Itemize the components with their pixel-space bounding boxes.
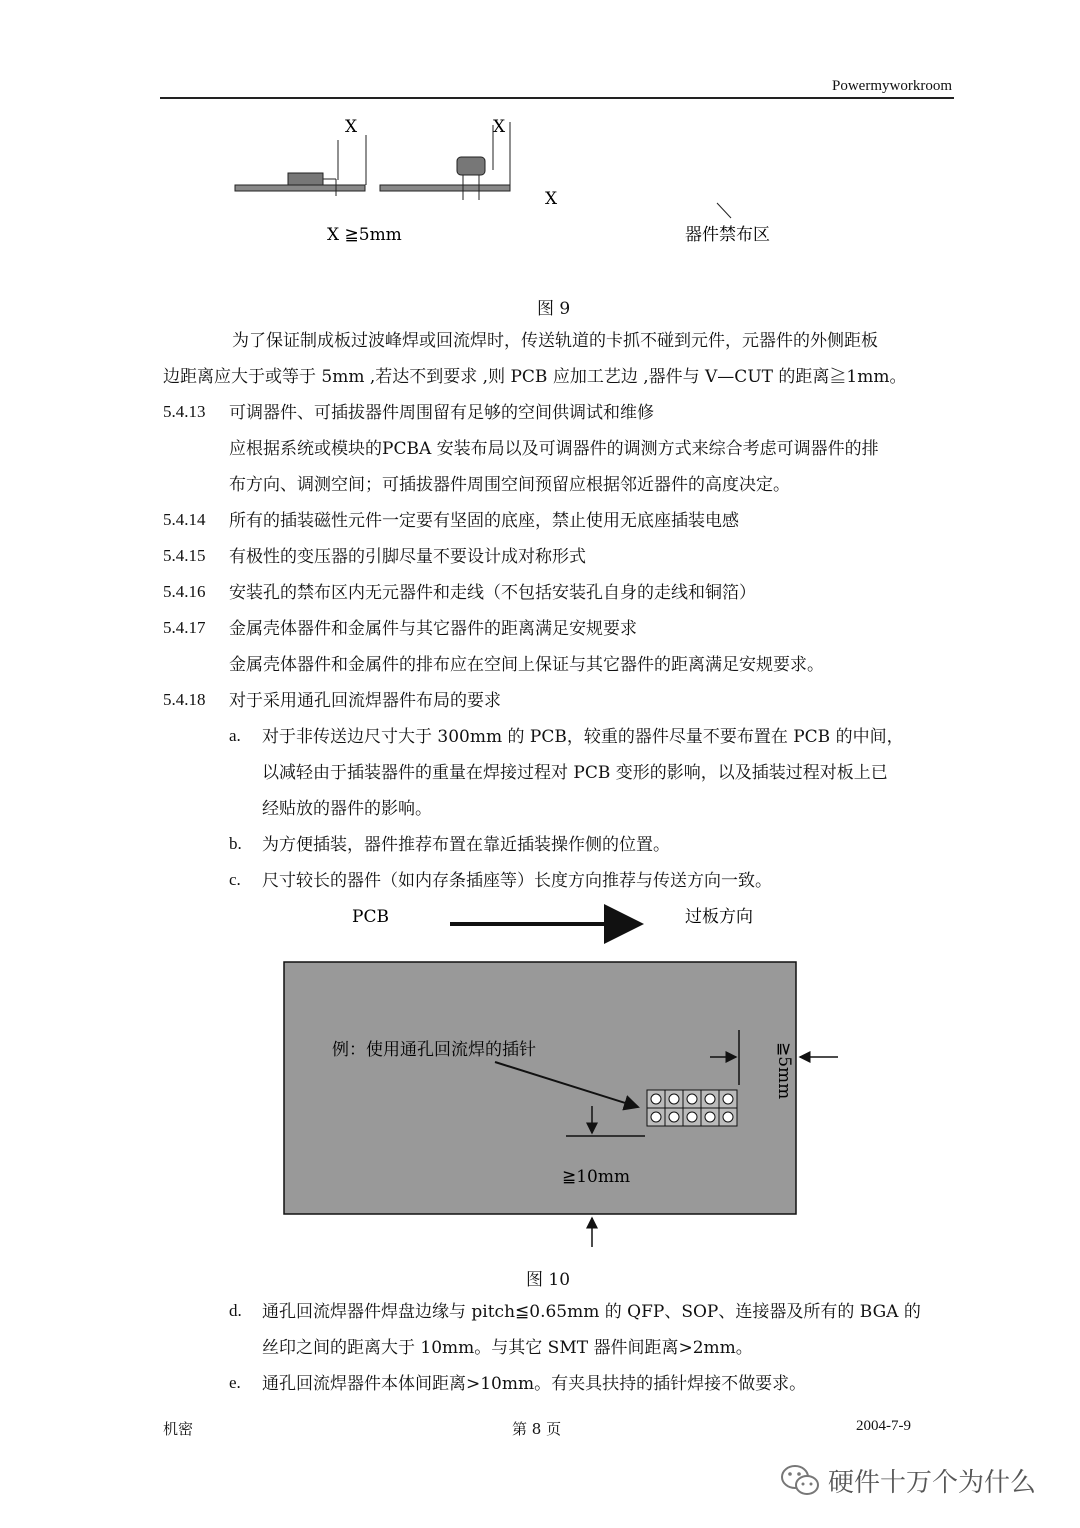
pcb-board	[284, 962, 796, 1214]
pin-hole	[651, 1094, 661, 1104]
intro-line-1: 为了保证制成板过波峰焊或回流焊时，传送轨道的卡抓不碰到元件，元器件的外侧距板	[232, 331, 878, 351]
figure-10-caption: 图 10	[526, 1270, 571, 1290]
list-item-line: 丝印之间的距离大于 10mm。与其它 SMT 器件间距离>2mm。	[262, 1338, 753, 1358]
dim-horizontal-label: ≧10mm	[562, 1167, 631, 1187]
section-number: 5.4.16	[163, 582, 206, 601]
list-item-line: 通孔回流焊器件焊盘边缘与 pitch≦0.65mm 的 QFP、SOP、连接器及所有的 BGA 的	[262, 1302, 921, 1322]
section-title: 可调器件、可插拔器件周围留有足够的空间供调试和维修	[229, 403, 654, 423]
component-body-left	[288, 173, 323, 185]
section-title: 安装孔的禁布区内无元器件和走线（不包括安装孔自身的走线和铜箔）	[229, 583, 756, 603]
header-title: Powermyworkroom	[832, 78, 952, 94]
figure-9-caption: 图 9	[537, 299, 571, 319]
section-body-line: 金属壳体器件和金属件的排布应在空间上保证与其它器件的距离满足安规要求。	[229, 655, 824, 675]
example-label: 例：使用通孔回流焊的插针	[332, 1040, 536, 1060]
pin-hole	[687, 1094, 697, 1104]
list-item-line: 经贴放的器件的影响。	[262, 799, 432, 819]
pin-hole	[705, 1112, 715, 1122]
watermark-text: 硬件十万个为什么	[828, 1467, 1037, 1498]
header-rule	[160, 97, 954, 99]
section-title: 有极性的变压器的引脚尽量不要设计成对称形式	[229, 547, 586, 567]
intro-line-2: 边距离应大于或等于 5mm ,若达不到要求 ,则 PCB 应加工艺边 ,器件与 V—CUT 的距离≧1mm。	[163, 367, 907, 387]
list-marker: d.	[229, 1301, 242, 1320]
section-body-line: 应根据系统或模块的PCBA 安装布局以及可调器件的调测方式来综合考虑可调器件的排	[229, 439, 879, 459]
figure-9-diagram	[220, 110, 820, 260]
list-item-line: 尺寸较长的器件（如内存条插座等）长度方向推荐与传送方向一致。	[262, 871, 772, 891]
pin-hole	[651, 1112, 661, 1122]
x-label-1: X	[345, 117, 358, 137]
pcb-board-left	[235, 185, 365, 191]
section-number: 5.4.13	[163, 402, 206, 421]
footer-page-number: 第 8 页	[512, 1420, 562, 1438]
list-item-line: 以减轻由于插装器件的重量在焊接过程对 PCB 变形的影响，以及插装过程对板上已	[262, 763, 888, 783]
list-marker: c.	[229, 870, 241, 889]
dim-vertical-label: ≧5mm	[774, 1042, 794, 1100]
list-item-line: 通孔回流焊器件本体间距离>10mm。有夹具扶持的插针焊接不做要求。	[262, 1374, 807, 1394]
section-number: 5.4.15	[163, 546, 206, 565]
list-marker: a.	[229, 726, 241, 745]
x-label-3: X	[545, 189, 558, 209]
pin-hole	[705, 1094, 715, 1104]
pin-hole	[723, 1112, 733, 1122]
pin-hole	[723, 1094, 733, 1104]
footer-date: 2004-7-9	[856, 1418, 911, 1434]
section-number: 5.4.14	[163, 510, 206, 529]
section-number: 5.4.17	[163, 618, 206, 637]
section-title: 所有的插装磁性元件一定要有坚固的底座，禁止使用无底座插装电感	[229, 511, 739, 531]
pin-hole	[669, 1094, 679, 1104]
pin-hole	[687, 1112, 697, 1122]
wechat-icon	[780, 1462, 820, 1498]
zone-label: 器件禁布区	[685, 225, 770, 245]
pcb-board-right	[380, 185, 510, 191]
x-condition: X ≧5mm	[327, 225, 402, 245]
footer-confidential: 机密	[163, 1420, 194, 1438]
watermark	[780, 1458, 1036, 1502]
list-item-line: 对于非传送边尺寸大于 300mm 的 PCB，较重的器件尽量不要布置在 PCB 的中间，	[262, 727, 904, 747]
component-body-right	[457, 157, 485, 175]
section-body-line: 布方向、调测空间；可插拔器件周围空间预留应根据邻近器件的高度决定。	[229, 475, 790, 495]
pcb-label: PCB	[352, 907, 389, 927]
figure-10-diagram	[270, 900, 870, 1250]
reflow-pin-connector	[647, 1090, 737, 1126]
list-marker: b.	[229, 834, 242, 853]
section-number: 5.4.18	[163, 690, 206, 709]
list-marker: e.	[229, 1373, 241, 1392]
list-item-line: 为方便插装，器件推荐布置在靠近插装操作侧的位置。	[262, 835, 670, 855]
pin-hole	[669, 1112, 679, 1122]
x-label-2: X	[493, 117, 506, 137]
direction-label: 过板方向	[685, 907, 753, 927]
section-title: 金属壳体器件和金属件与其它器件的距离满足安规要求	[229, 619, 637, 639]
section-title: 对于采用通孔回流焊器件布局的要求	[229, 691, 501, 711]
